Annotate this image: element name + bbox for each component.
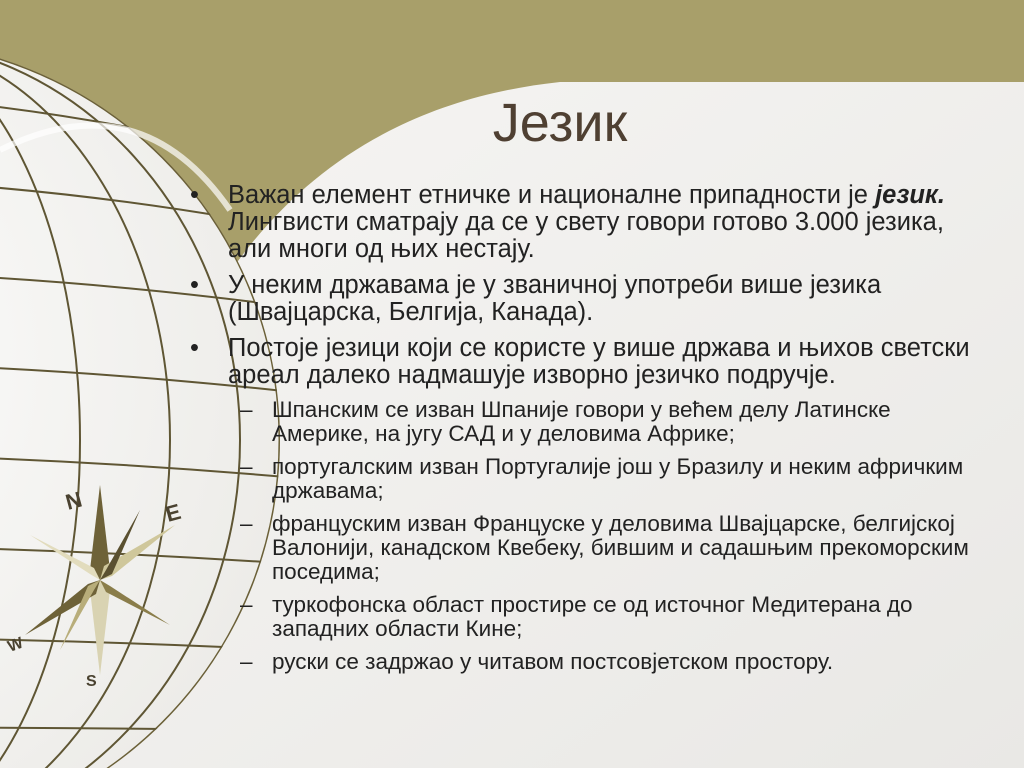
- bullet-marker: •: [190, 334, 199, 362]
- sub-bullet-text: руски се задржао у читавом постсовјетском простору.: [272, 649, 834, 674]
- bullet-item: [190, 272, 990, 326]
- bullet-text: У неким државама је у званичној употреби више језика (Швајцарска, Белгија, Канада).: [228, 271, 882, 326]
- dash-marker: –: [240, 649, 253, 674]
- bullet-text: Важан елемент етничке и националне припадности је: [228, 181, 876, 209]
- dash-marker: –: [240, 592, 253, 617]
- sub-bullet-item: [190, 398, 990, 446]
- compass-n: N: [62, 486, 85, 515]
- bullet-text: Постоје језици који се користе у више држава и њихов светски ареал далеко надмашује изворно језичко подручје.: [228, 334, 970, 389]
- bullet-marker: •: [190, 181, 199, 209]
- bullet-list: [190, 182, 990, 683]
- bullet-item: [190, 335, 990, 389]
- sub-bullet-item: [190, 650, 990, 674]
- emphasis-word: језик.: [875, 181, 945, 209]
- dash-marker: –: [240, 454, 253, 479]
- dash-marker: –: [240, 511, 253, 536]
- sub-bullet-text: француским изван Француске у деловима Швајцарске, белгијској Валонији, канадском Квебеку, бившим и садашњим прекоморским поседима;: [272, 511, 969, 584]
- compass-w: W: [5, 634, 26, 656]
- compass-e: E: [162, 498, 184, 527]
- dash-marker: –: [240, 397, 253, 422]
- sub-bullet-text: туркофонска област простире се од источног Медитерана до западних области Кине;: [272, 592, 913, 641]
- slide-title: Језик: [492, 93, 628, 153]
- sub-bullet-item: [190, 512, 990, 584]
- bullet-marker: •: [190, 271, 199, 299]
- sub-bullet-item: [190, 593, 990, 641]
- sub-bullet-text: португалским изван Португалије још у Бразилу и неким афричким државама;: [272, 454, 964, 503]
- bullet-text-after: Лингвисти сматрају да се у свету говори готово 3.000 језика, али многи од њих нестају.: [228, 208, 944, 263]
- bullet-item: [190, 182, 990, 263]
- sub-bullet-text: Шпанским се изван Шпаније говори у већем делу Латинске Америке, на југу САД и у деловима Африке;: [272, 397, 891, 446]
- sub-bullet-item: [190, 455, 990, 503]
- compass-s: S: [86, 673, 97, 690]
